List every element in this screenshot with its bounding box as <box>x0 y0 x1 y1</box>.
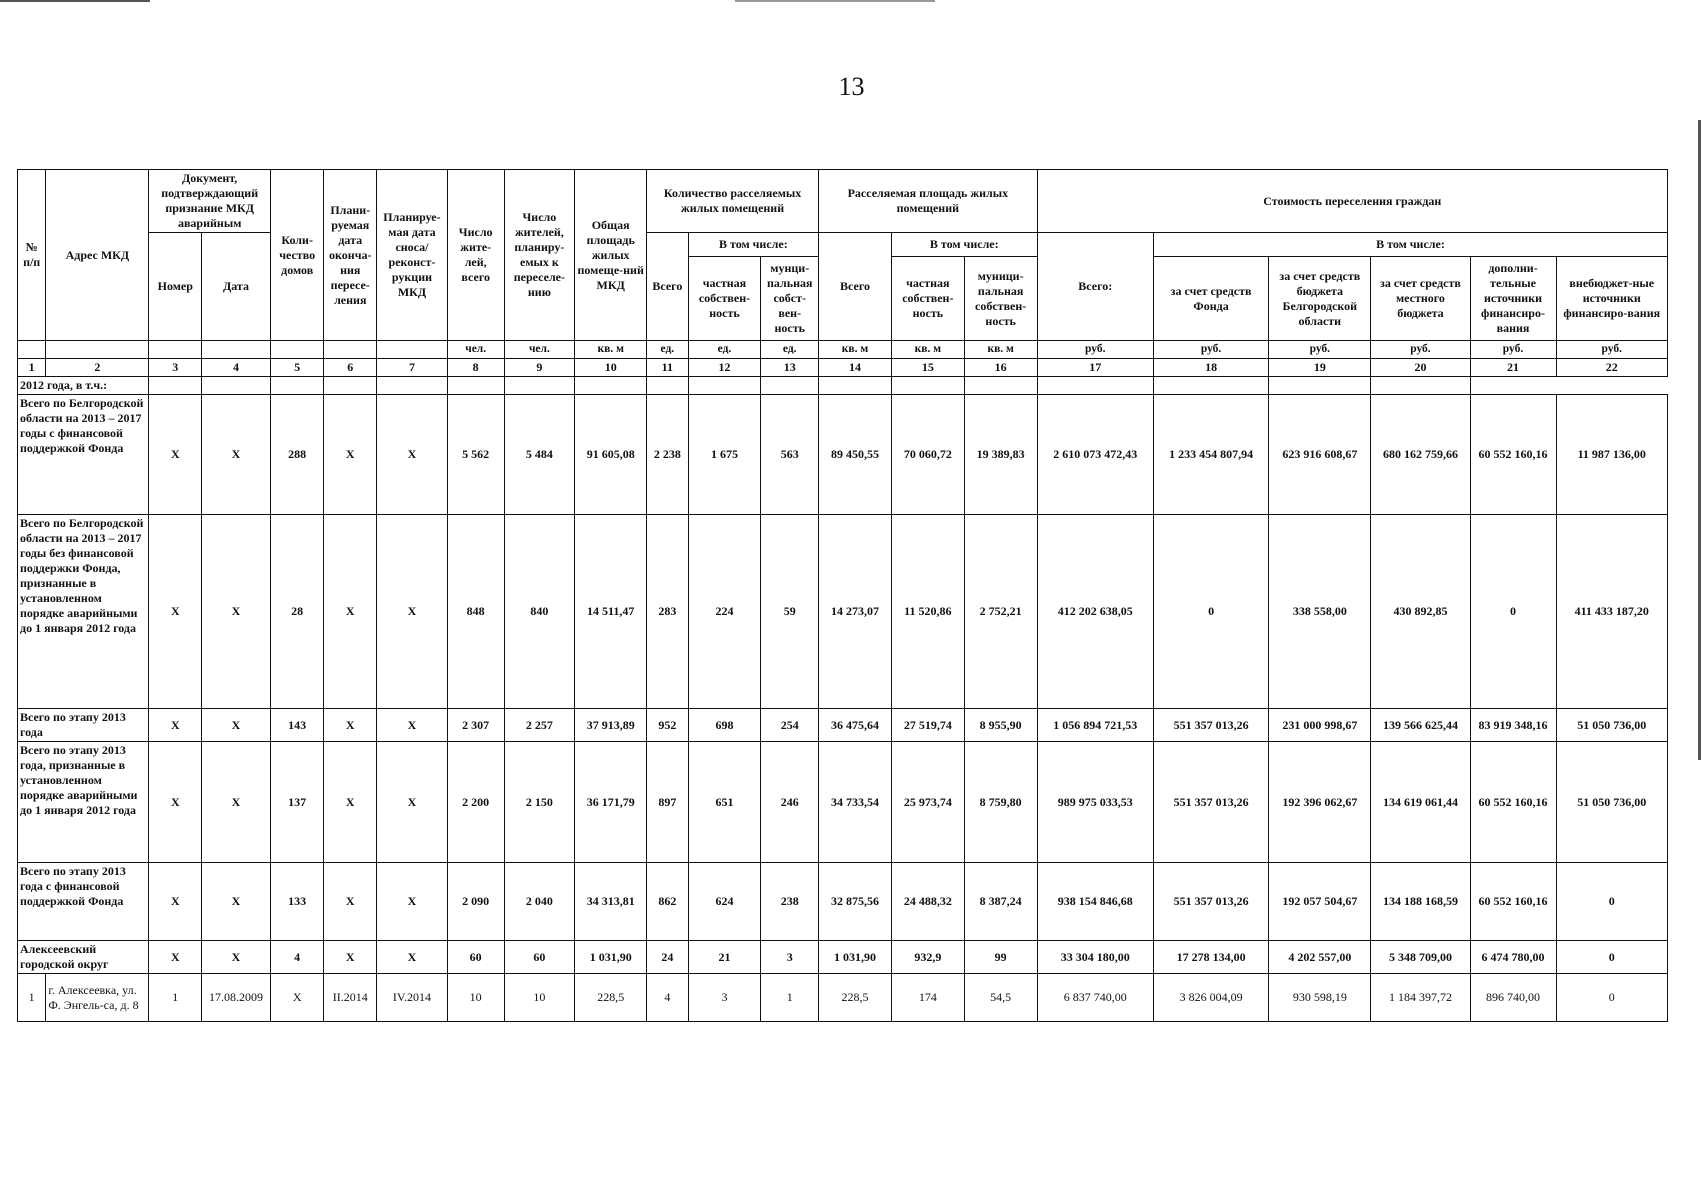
table-cell: 651 <box>688 742 761 863</box>
table-cell: X <box>202 515 271 709</box>
table-cell: 5 348 709,00 <box>1371 941 1470 974</box>
table-cell: 21 <box>688 941 761 974</box>
table-row <box>18 863 1668 941</box>
col-header-fund: за счет средств Фонда <box>1153 257 1268 341</box>
table-cell: 4 <box>647 974 688 1022</box>
table-cell: 246 <box>761 742 819 863</box>
table-cell: 412 202 638,05 <box>1037 515 1153 709</box>
col-header-document: Документ, подтверждающий признание МКД аварийным <box>149 170 270 233</box>
table-cell: 2 610 073 472,43 <box>1037 395 1153 515</box>
table-cell: X <box>324 941 377 974</box>
table-cell: 34 313,81 <box>575 863 647 941</box>
col-header-cost-total: Всего: <box>1037 233 1153 341</box>
table-cell: 1 031,90 <box>819 941 892 974</box>
row-address: г. Алексеевка, ул. Ф. Энгель-са, д. 8 <box>46 974 149 1022</box>
unit-cell: кв. м <box>819 341 892 359</box>
unit-cell: ед. <box>761 341 819 359</box>
table-row <box>18 742 1668 863</box>
table-cell: 896 740,00 <box>1470 974 1556 1022</box>
column-number: 17 <box>1037 359 1153 377</box>
table-cell: 0 <box>1556 941 1668 974</box>
col-header-area-including: В том числе: <box>891 233 1037 257</box>
table-cell: 680 162 759,66 <box>1371 395 1470 515</box>
unit-cell: руб. <box>1153 341 1268 359</box>
column-number: 8 <box>447 359 504 377</box>
table-cell: X <box>377 709 448 742</box>
table-cell: 27 519,74 <box>891 709 964 742</box>
table-cell: 430 892,85 <box>1371 515 1470 709</box>
table-cell: 28 <box>270 515 324 709</box>
column-number: 19 <box>1269 359 1371 377</box>
table-cell: 2 752,21 <box>964 515 1037 709</box>
table-cell: X <box>202 941 271 974</box>
row-address: Алексеевский городской округ <box>18 941 149 974</box>
column-number: 16 <box>964 359 1037 377</box>
table-cell: 4 202 557,00 <box>1269 941 1371 974</box>
col-header-area-group: Расселяемая площадь жилых помещений <box>819 170 1038 233</box>
table-cell: X <box>324 863 377 941</box>
table-cell: 3 <box>761 941 819 974</box>
table-cell: 231 000 998,67 <box>1269 709 1371 742</box>
table-cell: 11 520,86 <box>891 515 964 709</box>
table-cell: X <box>324 395 377 515</box>
table-cell: 36 475,64 <box>819 709 892 742</box>
table-row <box>18 395 1668 515</box>
table-cell: 60 <box>504 941 575 974</box>
table-cell: II.2014 <box>324 974 377 1022</box>
unit-cell <box>18 341 46 359</box>
column-number: 7 <box>377 359 448 377</box>
units-row <box>18 341 1668 359</box>
table-cell: X <box>377 742 448 863</box>
table-cell: X <box>324 742 377 863</box>
col-header-planned-end: Плани-руемая дата оконча-ния пересе-ления <box>324 170 377 341</box>
table-cell: 283 <box>647 515 688 709</box>
unit-cell: руб. <box>1556 341 1668 359</box>
table-cell: 54,5 <box>964 974 1037 1022</box>
col-header-rooms-including: В том числе: <box>688 233 819 257</box>
table-cell: 228,5 <box>575 974 647 1022</box>
table-cell: 3 826 004,09 <box>1153 974 1268 1022</box>
table-cell: 2 238 <box>647 395 688 515</box>
table-cell: 411 433 187,20 <box>1556 515 1668 709</box>
table-cell: 37 913,89 <box>575 709 647 742</box>
table-cell: 24 488,32 <box>891 863 964 941</box>
table-cell: 51 050 736,00 <box>1556 742 1668 863</box>
table-cell: 59 <box>761 515 819 709</box>
table-cell: 134 188 168,59 <box>1371 863 1470 941</box>
unit-cell: кв. м <box>575 341 647 359</box>
col-header-doc-number: Номер <box>149 233 202 341</box>
table-cell: X <box>324 709 377 742</box>
table-cell: 133 <box>270 863 324 941</box>
table-cell: 0 <box>1153 515 1268 709</box>
table-cell: 17.08.2009 <box>202 974 271 1022</box>
table-cell: X <box>377 941 448 974</box>
table-cell: 174 <box>891 974 964 1022</box>
table-cell: X <box>377 863 448 941</box>
top-rule-left <box>0 0 150 2</box>
table-cell: 70 060,72 <box>891 395 964 515</box>
table-cell: 1 233 454 807,94 <box>1153 395 1268 515</box>
table-cell: 192 057 504,67 <box>1269 863 1371 941</box>
table-cell: IV.2014 <box>377 974 448 1022</box>
col-header-area-municipal: муници-пальная собствен-ность <box>964 257 1037 341</box>
table-cell: 2 307 <box>447 709 504 742</box>
table-cell: 34 733,54 <box>819 742 892 863</box>
table-cell: 848 <box>447 515 504 709</box>
col-header-extrabudget: внебюджет-ные источники финансиро-вания <box>1556 257 1668 341</box>
table-cell: 24 <box>647 941 688 974</box>
col-header-local: за счет средств местного бюджета <box>1371 257 1470 341</box>
table-row <box>18 515 1668 709</box>
table-cell: 0 <box>1556 974 1668 1022</box>
table-cell: X <box>202 742 271 863</box>
column-number: 18 <box>1153 359 1268 377</box>
page-number: 13 <box>838 72 865 101</box>
table-cell: X <box>270 974 324 1022</box>
table-cell: 14 273,07 <box>819 515 892 709</box>
table-cell: 11 987 136,00 <box>1556 395 1668 515</box>
table-cell: X <box>324 515 377 709</box>
column-number: 12 <box>688 359 761 377</box>
row-address: Всего по этапу 2013 года <box>18 709 149 742</box>
col-header-planned-demolition: Планируе-мая дата сноса/ реконст-рукции МКД <box>377 170 448 341</box>
table-cell: 89 450,55 <box>819 395 892 515</box>
table-cell: 288 <box>270 395 324 515</box>
table-cell: X <box>202 863 271 941</box>
table-cell: X <box>149 515 202 709</box>
unit-cell: ед. <box>688 341 761 359</box>
row-address: Всего по этапу 2013 года с финансовой поддержкой Фонда <box>18 863 149 941</box>
table-cell: 60 552 160,16 <box>1470 863 1556 941</box>
table-cell: X <box>149 863 202 941</box>
unit-cell: кв. м <box>964 341 1037 359</box>
column-number: 4 <box>202 359 271 377</box>
table-cell: 698 <box>688 709 761 742</box>
top-rule-center <box>735 0 935 2</box>
table-cell: 897 <box>647 742 688 863</box>
table-cell: 6 474 780,00 <box>1470 941 1556 974</box>
column-numbers-row <box>18 359 1668 377</box>
table-cell: 563 <box>761 395 819 515</box>
col-header-cost-group: Стоимость переселения граждан <box>1037 170 1667 233</box>
table-cell: 3 <box>688 974 761 1022</box>
col-header-total-area: Общая площадь жилых помеще-ний МКД <box>575 170 647 341</box>
column-number: 14 <box>819 359 892 377</box>
col-header-area-private: частная собствен-ность <box>891 257 964 341</box>
table-cell: 1 675 <box>688 395 761 515</box>
table-cell: 99 <box>964 941 1037 974</box>
resettlement-table <box>17 169 1668 1022</box>
table-cell: 952 <box>647 709 688 742</box>
table-cell: 134 619 061,44 <box>1371 742 1470 863</box>
table-cell: 91 605,08 <box>575 395 647 515</box>
col-header-no: № п/п <box>18 170 46 341</box>
table-cell: 14 511,47 <box>575 515 647 709</box>
table-cell: X <box>149 941 202 974</box>
column-number: 11 <box>647 359 688 377</box>
col-header-residents-planned: Число жителей, планиру-емых к переселе-нию <box>504 170 575 341</box>
table-row <box>18 709 1668 742</box>
col-header-rooms-municipal: мунци-пальная собст-вен-ность <box>761 257 819 341</box>
table-cell: X <box>377 395 448 515</box>
table-cell: 238 <box>761 863 819 941</box>
table-cell: 139 566 625,44 <box>1371 709 1470 742</box>
table-row <box>18 974 1668 1022</box>
table-cell: X <box>202 395 271 515</box>
table-cell: 551 357 013,26 <box>1153 742 1268 863</box>
col-header-region: за счет средств бюджета Белгородской области <box>1269 257 1371 341</box>
table-cell: 10 <box>504 974 575 1022</box>
table-cell: 551 357 013,26 <box>1153 709 1268 742</box>
column-number: 6 <box>324 359 377 377</box>
table-cell: 989 975 033,53 <box>1037 742 1153 863</box>
table-cell: 1 184 397,72 <box>1371 974 1470 1022</box>
col-header-residents-total: Число жите-лей, всего <box>447 170 504 341</box>
table-cell: 8 955,90 <box>964 709 1037 742</box>
table-cell: 2 257 <box>504 709 575 742</box>
table-cell: 254 <box>761 709 819 742</box>
table-cell: 624 <box>688 863 761 941</box>
section-row <box>18 377 1668 395</box>
table-cell: 192 396 062,67 <box>1269 742 1371 863</box>
table-cell: 5 562 <box>447 395 504 515</box>
unit-cell: руб. <box>1470 341 1556 359</box>
col-header-houses: Коли-чество домов <box>270 170 324 341</box>
column-number: 3 <box>149 359 202 377</box>
table-cell: X <box>149 709 202 742</box>
column-number: 20 <box>1371 359 1470 377</box>
row-number: 1 <box>18 974 46 1022</box>
table-cell: 5 484 <box>504 395 575 515</box>
col-header-rooms-group: Количество расселяемых жилых помещений <box>647 170 819 233</box>
table-cell: 2 200 <box>447 742 504 863</box>
table-cell: 2 090 <box>447 863 504 941</box>
unit-cell <box>149 341 202 359</box>
table-cell: 4 <box>270 941 324 974</box>
table-cell: 143 <box>270 709 324 742</box>
table-cell: 33 304 180,00 <box>1037 941 1153 974</box>
column-number: 22 <box>1556 359 1668 377</box>
table-cell: 930 598,19 <box>1269 974 1371 1022</box>
row-address: Всего по этапу 2013 года, признанные в установленном порядке аварийными до 1 января 2012 года <box>18 742 149 863</box>
unit-cell: кв. м <box>891 341 964 359</box>
unit-cell: чел. <box>447 341 504 359</box>
column-number: 2 <box>46 359 149 377</box>
table-cell: X <box>149 395 202 515</box>
table-cell: 840 <box>504 515 575 709</box>
table-cell: 137 <box>270 742 324 863</box>
table-cell: 32 875,56 <box>819 863 892 941</box>
table-cell: X <box>377 515 448 709</box>
unit-cell: руб. <box>1037 341 1153 359</box>
col-header-area-total: Всего <box>819 233 892 341</box>
table-cell: 1 <box>761 974 819 1022</box>
table-cell: 0 <box>1470 515 1556 709</box>
unit-cell <box>377 341 448 359</box>
right-margin-rule <box>1698 120 1701 760</box>
row-address: Всего по Белгородской области на 2013 – 2017 годы с финансовой поддержкой Фонда <box>18 395 149 515</box>
column-number: 1 <box>18 359 46 377</box>
column-number: 5 <box>270 359 324 377</box>
table-cell: 60 552 160,16 <box>1470 395 1556 515</box>
table-cell: 25 973,74 <box>891 742 964 863</box>
table-cell: 551 357 013,26 <box>1153 863 1268 941</box>
table-cell: 2 150 <box>504 742 575 863</box>
col-header-additional: дополни-тельные источники финансиро-вания <box>1470 257 1556 341</box>
table-cell: 83 919 348,16 <box>1470 709 1556 742</box>
column-number: 9 <box>504 359 575 377</box>
col-header-rooms-total: Всего <box>647 233 688 341</box>
row-address: Всего по Белгородской области на 2013 – 2017 годы без финансовой поддержки Фонда, признанные в установленном порядке аварийными до 1 января 2012 года <box>18 515 149 709</box>
table-cell: 51 050 736,00 <box>1556 709 1668 742</box>
unit-cell: чел. <box>504 341 575 359</box>
table-cell: 862 <box>647 863 688 941</box>
table-cell: 228,5 <box>819 974 892 1022</box>
table-cell: 1 <box>149 974 202 1022</box>
table-cell: 1 056 894 721,53 <box>1037 709 1153 742</box>
column-number: 21 <box>1470 359 1556 377</box>
table-cell: 0 <box>1556 863 1668 941</box>
table-cell: 6 837 740,00 <box>1037 974 1153 1022</box>
table-cell: 19 389,83 <box>964 395 1037 515</box>
table-cell: 938 154 846,68 <box>1037 863 1153 941</box>
col-header-address: Адрес МКД <box>46 170 149 341</box>
unit-cell: руб. <box>1371 341 1470 359</box>
table-cell: X <box>149 742 202 863</box>
column-number: 10 <box>575 359 647 377</box>
table-cell: 1 031,90 <box>575 941 647 974</box>
table-cell: 8 387,24 <box>964 863 1037 941</box>
table-cell: 60 <box>447 941 504 974</box>
table-cell: 36 171,79 <box>575 742 647 863</box>
table-cell: 10 <box>447 974 504 1022</box>
col-header-doc-date: Дата <box>202 233 271 341</box>
table-cell: 932,9 <box>891 941 964 974</box>
table-cell: 224 <box>688 515 761 709</box>
column-number: 15 <box>891 359 964 377</box>
unit-cell <box>202 341 271 359</box>
table-cell: 623 916 608,67 <box>1269 395 1371 515</box>
section-label: 2012 года, в т.ч.: <box>18 377 149 395</box>
column-number: 13 <box>761 359 819 377</box>
table-cell: 8 759,80 <box>964 742 1037 863</box>
table-cell: 17 278 134,00 <box>1153 941 1268 974</box>
table-cell: X <box>202 709 271 742</box>
unit-cell: ед. <box>647 341 688 359</box>
unit-cell <box>270 341 324 359</box>
table-row <box>18 941 1668 974</box>
table-cell: 60 552 160,16 <box>1470 742 1556 863</box>
unit-cell <box>324 341 377 359</box>
unit-cell <box>46 341 149 359</box>
unit-cell: руб. <box>1269 341 1371 359</box>
table-cell: 338 558,00 <box>1269 515 1371 709</box>
col-header-cost-including: В том числе: <box>1153 233 1667 257</box>
col-header-rooms-private: частная собствен-ность <box>688 257 761 341</box>
table-cell: 2 040 <box>504 863 575 941</box>
